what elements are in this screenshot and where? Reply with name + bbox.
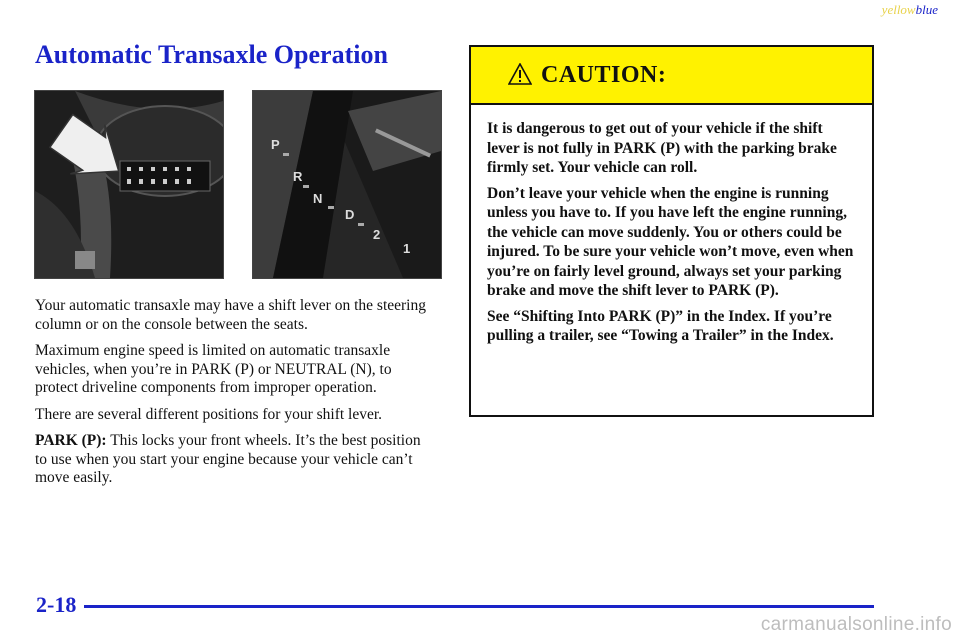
park-lead: PARK (P): — [35, 432, 107, 449]
paragraph-park — [35, 432, 435, 488]
paragraph-shift-lever-location: Your automatic transaxle may have a shift lever on the steering column or on the console between the seats. — [35, 297, 426, 333]
page-title: Automatic Transaxle Operation — [35, 40, 388, 69]
gear-label-1: 1 — [403, 241, 411, 256]
console-shifter-photo — [252, 90, 442, 279]
page-number: 2-18 — [36, 592, 77, 617]
caution-paragraph-3: See “Shifting Into PARK (P)” in the Index. If you’re pulling a trailer, see “Towing a Trailer” in the Index. — [487, 307, 834, 344]
park-text: This locks your front wheels. It’s the best position to use when you start your engine because your vehicle can’t move easily. — [35, 432, 421, 486]
watermark: carmanualsonline.info — [760, 614, 952, 635]
gear-label-n: N — [313, 191, 323, 206]
gear-label-p: P — [271, 137, 280, 152]
warning-triangle-icon — [508, 63, 532, 85]
color-tag — [882, 2, 938, 18]
paragraph-positions: There are several different positions for your shift lever. — [35, 405, 383, 423]
caution-paragraph-1: It is dangerous to get out of your vehicle if the shift lever is not fully in PARK (P) with the parking brake firmly set. Your vehicle can roll. — [487, 120, 837, 176]
paragraph-engine-speed: Maximum engine speed is limited on automatic transaxle vehicles, when you’re in PARK (P) or NEUTRAL (N), to protect driveline components from improper operation. — [35, 342, 392, 396]
gear-label-2: 2 — [373, 227, 381, 242]
caution-header — [471, 47, 872, 105]
caution-paragraph-2: Don’t leave your vehicle when the engine is running unless you have to. If you have left the engine running, the vehicle can move suddenly. You or others could be injured. To be sure your vehicle won’t move, even when you’re on fairly level ground, always set your parking brake and move the shift lever to PARK (P). — [487, 184, 854, 299]
gear-label-d: D — [345, 207, 355, 222]
steering-column-photo — [34, 90, 224, 279]
body-text — [35, 297, 435, 496]
color-tag-blue: blue — [915, 2, 938, 17]
caution-body — [471, 105, 872, 346]
caution-title: CAUTION: — [541, 62, 667, 88]
gear-label-r: R — [293, 169, 303, 184]
color-tag-yellow: yellow — [881, 2, 916, 17]
footer-rule — [84, 605, 874, 608]
caution-box — [469, 45, 874, 417]
